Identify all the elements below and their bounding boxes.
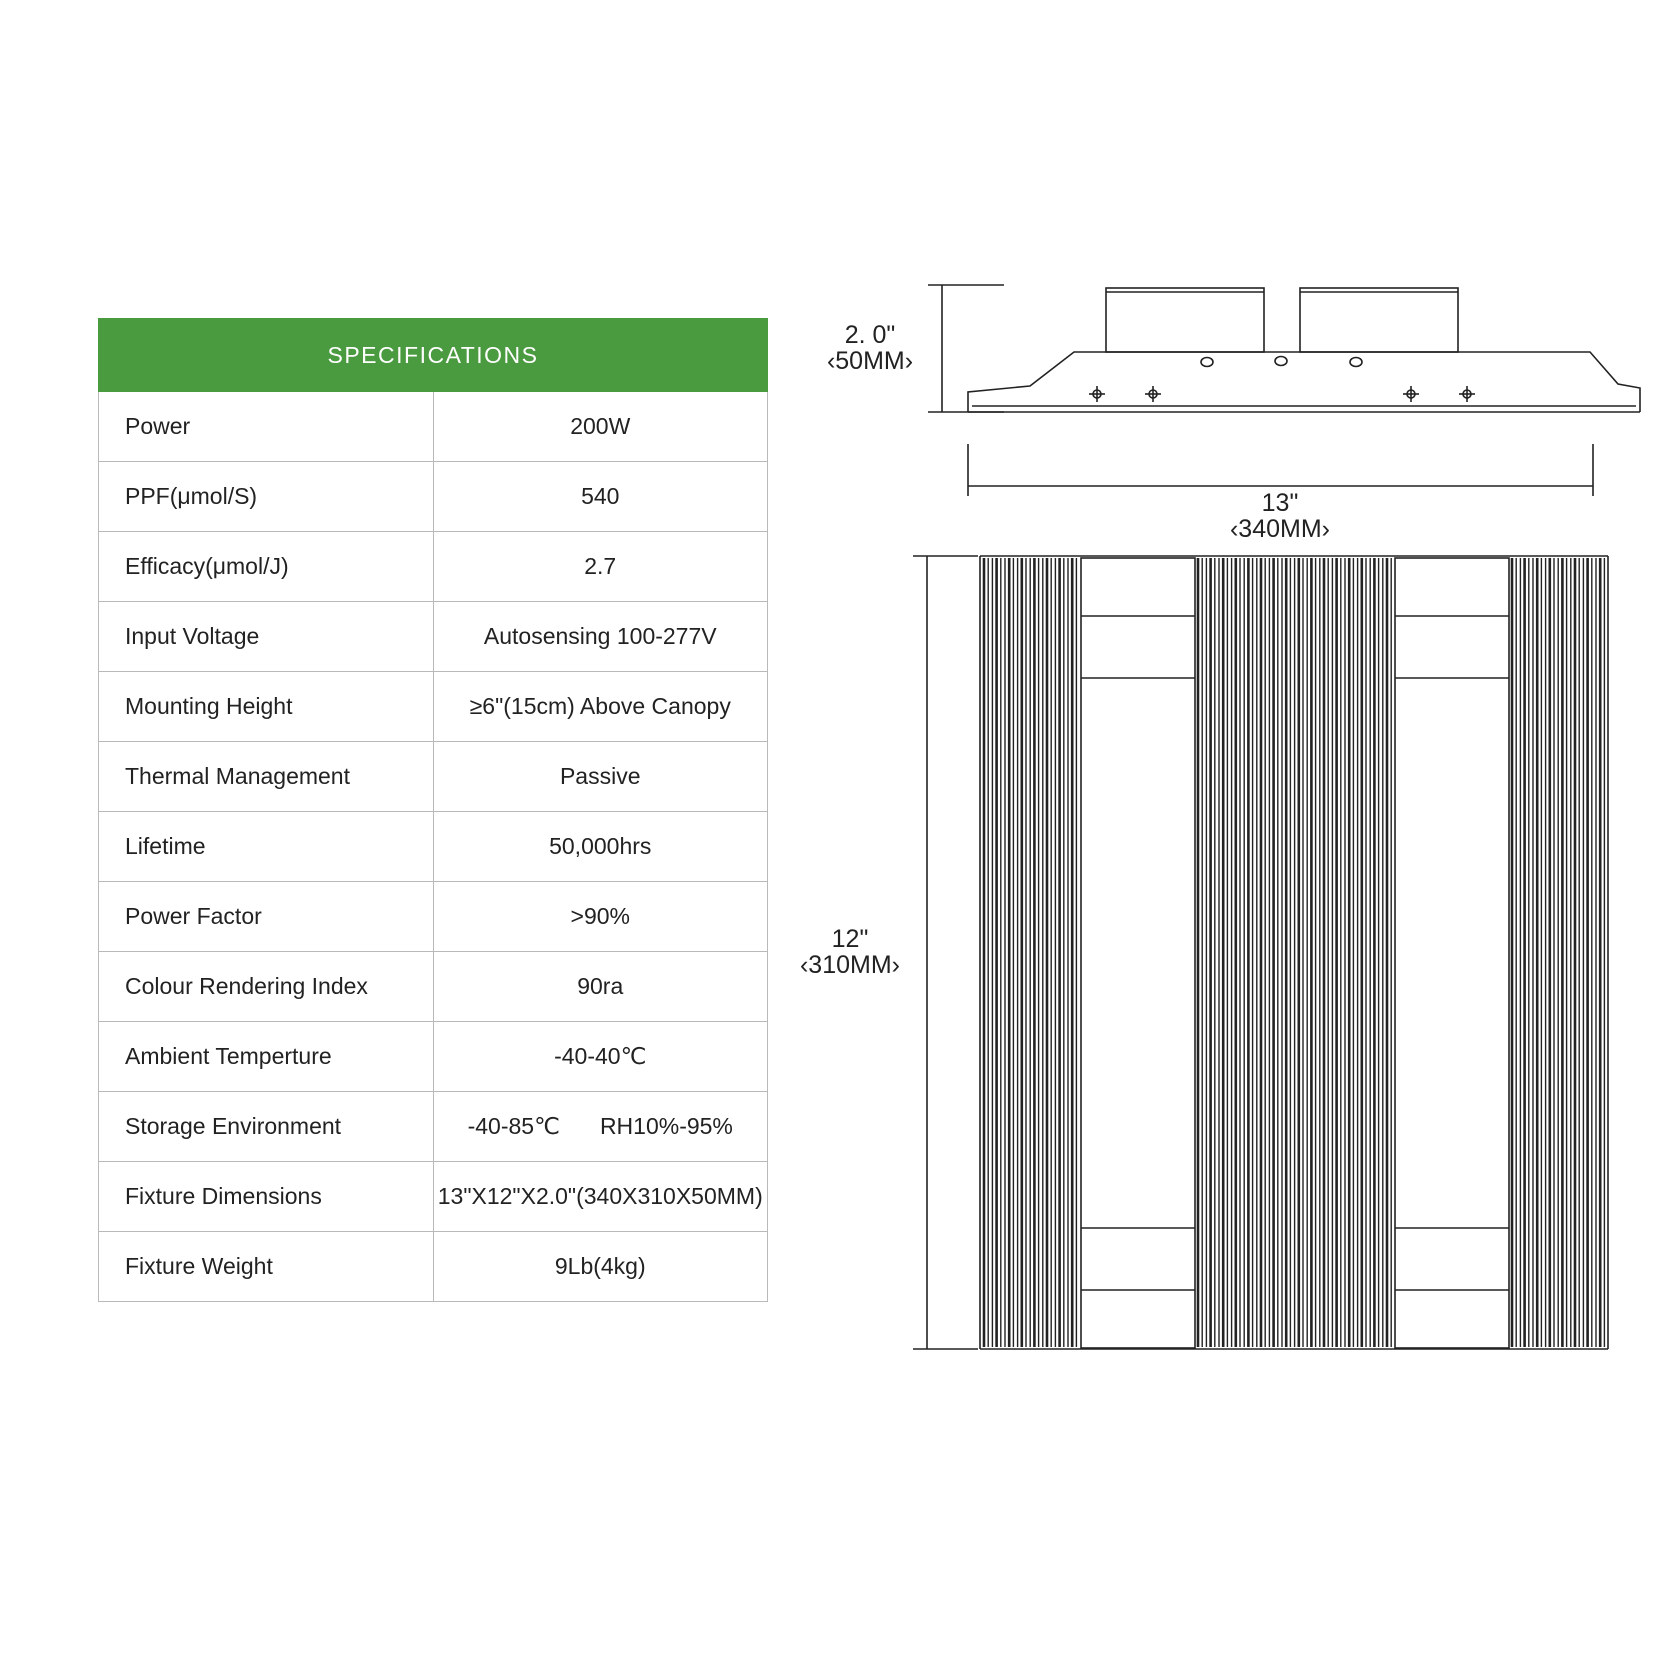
spec-label: Fixture Dimensions (99, 1162, 434, 1232)
width-inch-label: 13" (1261, 489, 1299, 517)
spec-value: -40-40℃ (433, 1022, 768, 1092)
length-mm-label: ‹310MM› (799, 951, 900, 979)
spec-label: Thermal Management (99, 742, 434, 812)
width-dimension (1200, 490, 1360, 542)
spec-value: Passive (433, 742, 768, 812)
length-dimension-line (913, 556, 978, 1349)
spec-label: Power Factor (99, 882, 434, 952)
spec-value: 540 (433, 462, 768, 532)
spec-label: Mounting Height (99, 672, 434, 742)
length-inch-label: 12" (831, 925, 869, 953)
spec-label: Storage Environment (99, 1092, 434, 1162)
spec-label: Ambient Temperture (99, 1022, 434, 1092)
specifications-header: SPECIFICATIONS (99, 319, 768, 392)
spec-label: Power (99, 392, 434, 462)
spec-value: 9Lb(4kg) (433, 1232, 768, 1302)
height-dimension (800, 322, 940, 374)
spec-value: 2.7 (433, 532, 768, 602)
spec-value: >90% (433, 882, 768, 952)
spec-label: Input Voltage (99, 602, 434, 672)
spec-label: PPF(μmol/S) (99, 462, 434, 532)
spec-label: Fixture Weight (99, 1232, 434, 1302)
spec-value: 13"X12"X2.0"(340X310X50MM) (433, 1162, 768, 1232)
spec-value: Autosensing 100-277V (433, 602, 768, 672)
spec-value: ≥6"(15cm) Above Canopy (433, 672, 768, 742)
height-mm-label: ‹50MM› (826, 347, 914, 375)
spec-value: 50,000hrs (433, 812, 768, 882)
spec-label: Colour Rendering Index (99, 952, 434, 1022)
side-view-profile (968, 288, 1640, 412)
spec-value: 90ra (433, 952, 768, 1022)
spec-value-temperature: -40-85℃ (467, 1113, 560, 1139)
spec-label: Lifetime (99, 812, 434, 882)
spec-value-humidity: RH10%-95% (599, 1113, 733, 1139)
width-mm-label: ‹340MM› (1229, 515, 1330, 543)
length-dimension (780, 926, 920, 978)
top-view-heatsink (980, 556, 1608, 1349)
spec-label: Efficacy(μmol/J) (99, 532, 434, 602)
spec-value: 200W (433, 392, 768, 462)
height-inch-label: 2. 0" (844, 321, 896, 349)
mounting-screw-icon (1089, 386, 1475, 402)
